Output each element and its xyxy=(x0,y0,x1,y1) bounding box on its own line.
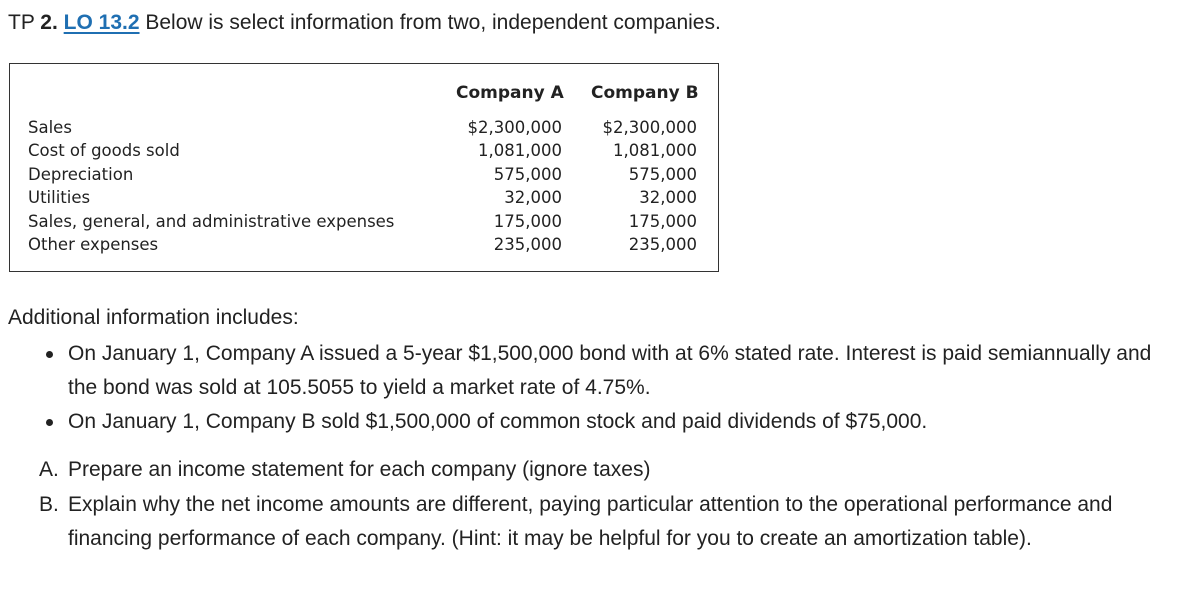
company-a-value: 575,000 xyxy=(493,164,562,184)
column-header-company-b: Company B xyxy=(591,83,699,103)
row-label: Depreciation xyxy=(28,164,134,184)
company-b-value: 32,000 xyxy=(639,188,697,208)
task-letter: B. xyxy=(39,492,59,516)
list-item xyxy=(68,337,1168,405)
task-item xyxy=(39,453,1179,488)
company-a-value: 235,000 xyxy=(493,234,562,254)
company-a-value: 1,081,000 xyxy=(478,141,562,161)
company-data-table xyxy=(9,63,719,272)
column-header-company-a: Company A xyxy=(456,83,564,103)
row-label: Cost of goods sold xyxy=(28,141,180,161)
additional-info-list xyxy=(68,337,1168,439)
company-b-value: 575,000 xyxy=(628,164,697,184)
company-b-value: 1,081,000 xyxy=(613,141,697,161)
task-letter: A. xyxy=(39,458,59,481)
row-label: Sales, general, and administrative expenses xyxy=(28,211,395,231)
task-text: Explain why the net income amounts are different, paying particular attention to the operational performance and financing performance of each company. (Hint: it may be helpful for you to create an amortization table). xyxy=(68,492,1113,550)
table-row xyxy=(28,233,708,256)
bullet-text: On January 1, Company B sold $1,500,000 of common stock and paid dividends of $75,000. xyxy=(68,410,928,433)
table-row xyxy=(28,163,708,186)
company-b-value: $2,300,000 xyxy=(602,118,697,137)
bullet-text: On January 1, Company A issued a 5-year $1,500,000 bond with at 6% stated rate. Interest is paid semiannually and the bond was sold at 105.5055 to yield a market rate of 4.75%. xyxy=(68,342,1152,399)
company-b-value: 175,000 xyxy=(628,211,697,231)
table-row xyxy=(28,210,708,233)
company-b-value: 235,000 xyxy=(628,234,697,254)
table-row xyxy=(28,186,708,209)
problem-prefix: TP xyxy=(8,11,41,34)
learning-objective-link[interactable]: LO 13.2 xyxy=(63,11,140,34)
task-list xyxy=(39,453,1179,557)
problem-intro-text: Below is select information from two, independent companies. xyxy=(139,11,721,34)
bullet-icon xyxy=(46,419,53,426)
problem-number: 2. xyxy=(40,11,58,34)
task-text: Prepare an income statement for each company (ignore taxes) xyxy=(68,458,651,481)
table-row xyxy=(28,116,708,139)
row-label: Utilities xyxy=(28,188,91,208)
row-label: Other expenses xyxy=(28,234,159,254)
company-a-value: 175,000 xyxy=(493,211,562,231)
additional-info-heading: Additional information includes: xyxy=(8,306,299,329)
list-item xyxy=(68,405,1168,439)
table-body xyxy=(28,116,708,256)
company-a-value: $2,300,000 xyxy=(467,118,562,137)
problem-heading xyxy=(8,9,721,37)
table-row xyxy=(28,139,708,162)
company-a-value: 32,000 xyxy=(504,188,562,208)
row-label: Sales xyxy=(28,118,72,137)
task-item xyxy=(39,488,1179,557)
bullet-icon xyxy=(46,351,53,358)
